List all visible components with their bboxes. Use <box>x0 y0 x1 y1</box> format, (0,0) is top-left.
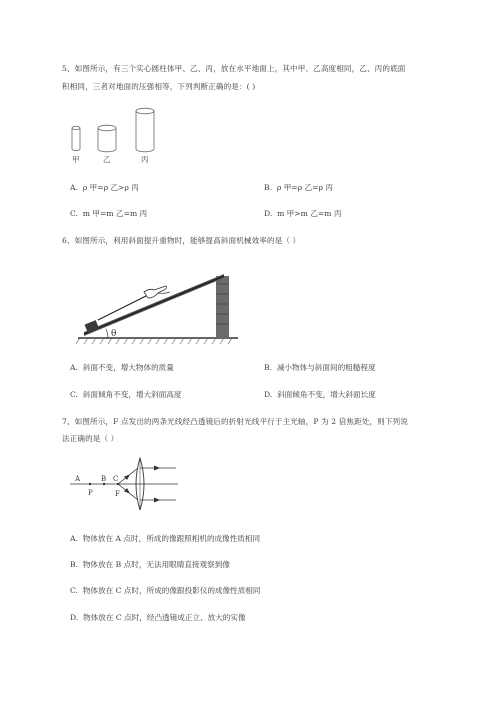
option-letter: A. <box>70 363 78 372</box>
option-letter: C. <box>70 209 78 218</box>
angle-label: θ <box>111 329 117 339</box>
option-text: 物体放在 C 点时，所成的像跟投影仪的成像性质相同 <box>82 586 261 595</box>
q7-stem-line1: 7、如图所示，F 点发出的两条光线经凸透镜后的折射光线平行于主光轴，P 为 2 倍焦距处，则下列说 <box>62 417 408 426</box>
q7-option-c[interactable] <box>70 585 261 596</box>
option-text: ρ 甲=ρ 乙=ρ 丙 <box>276 183 333 192</box>
option-letter: A. <box>70 534 78 543</box>
point-p-label: P <box>88 489 93 497</box>
q6-option-a[interactable] <box>70 362 174 373</box>
option-letter: D. <box>264 209 273 218</box>
option-letter: A. <box>70 183 78 192</box>
q6-option-b[interactable] <box>264 362 376 373</box>
option-letter: C. <box>70 390 78 399</box>
q5-option-d[interactable] <box>264 208 341 219</box>
option-text: 物体放在 A 点时，所成的像跟照相机的成像性质相同 <box>82 534 261 543</box>
option-text: 斜面倾角不变，增大斜面长度 <box>277 390 376 399</box>
point-b-label: B <box>101 475 107 483</box>
option-text: 物体放在 B 点时，无法用眼睛直接观察到像 <box>82 560 230 569</box>
option-letter: B. <box>264 363 272 372</box>
point-c-label: C <box>113 475 119 483</box>
option-letter: B. <box>70 560 78 569</box>
q5-stem-line1: 5、如图所示，有三个实心圆柱体甲、乙、丙，放在水平地面上，其中甲、乙高度相同，乙、丙的底面 <box>62 64 406 73</box>
option-letter: D. <box>70 613 79 622</box>
q7-option-a[interactable] <box>70 533 260 544</box>
q6-incline-figure <box>74 262 242 348</box>
q7-lens-figure <box>68 454 180 510</box>
q5-stem-line2: 积相同，三者对地面的压强相等，下列判断正确的是：( ) <box>62 82 256 91</box>
option-text: 斜面不变，增大物体的质量 <box>82 363 174 372</box>
q6-option-d[interactable] <box>264 389 376 400</box>
q7-option-d[interactable] <box>70 612 246 623</box>
q6-stem-line1: 6、如图所示，利用斜面提升重物时，能够提高斜面机械效率的是（ ） <box>62 236 301 245</box>
option-text: m 甲>m 乙=m 丙 <box>277 209 342 218</box>
option-text: 斜面倾角不变，增大斜面高度 <box>82 390 182 399</box>
label-yi: 乙 <box>103 155 111 164</box>
q6-option-c[interactable] <box>70 389 182 400</box>
label-bing: 丙 <box>141 155 149 164</box>
q7-stem-line2: 法正确的是（ ） <box>62 434 119 443</box>
option-text: ρ 甲=ρ 乙>ρ 丙 <box>82 183 139 192</box>
option-text: 减小物体与斜面间的粗糙程度 <box>276 363 376 372</box>
q5-cylinders-figure <box>60 100 170 168</box>
option-text: m 甲=m 乙=m 丙 <box>82 209 148 218</box>
q5-option-a[interactable] <box>70 182 139 193</box>
point-f-label: F <box>115 490 120 498</box>
label-jia: 甲 <box>72 155 80 164</box>
q5-option-b[interactable] <box>264 182 333 193</box>
option-letter: B. <box>264 183 272 192</box>
option-letter: C. <box>70 586 78 595</box>
option-letter: D. <box>264 390 273 399</box>
q5-option-c[interactable] <box>70 208 147 219</box>
point-a-label: A <box>75 475 81 483</box>
q7-option-b[interactable] <box>70 559 230 570</box>
option-text: 物体放在 C 点时，经凸透镜成正立、放大的实像 <box>83 613 246 622</box>
